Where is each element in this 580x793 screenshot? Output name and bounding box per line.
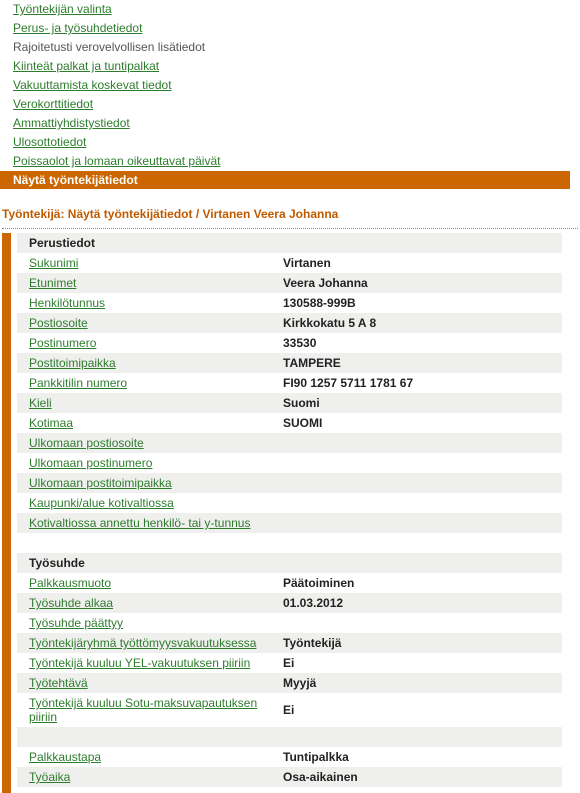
table-row [17,747,562,767]
nav-item-active-nayta-tyontekijatiedot[interactable]: Näytä työntekijätiedot [0,171,570,189]
table-row [17,613,562,633]
field-label-postinumero[interactable]: Postinumero [29,336,97,350]
nav-item-perus-ja-tyosuhdetiedot[interactable] [0,19,570,38]
field-label-postiosoite[interactable]: Postiosoite [29,316,88,330]
field-value: Osa-aikainen [283,770,358,784]
table-row [17,393,562,413]
table-row [17,253,562,273]
nav-item-ulosottotiedot[interactable] [0,133,570,152]
section-title: Perustiedot [29,236,96,250]
nav-item-vakuuttamista[interactable] [0,76,570,95]
accent-bar [2,233,11,793]
table-row [17,653,562,673]
employee-details-panel [0,233,570,793]
field-label-yel-vakuutus[interactable]: Työntekijä kuuluu YEL-vakuutuksen piiriin [29,656,251,670]
field-label-pankkitilin-numero[interactable]: Pankkitilin numero [29,376,128,390]
field-value: TAMPERE [283,356,341,370]
field-label-kotivaltion-tunnus[interactable]: Kotivaltiossa annettu henkilö- tai y-tunnus [29,516,251,530]
field-label-tyoaika[interactable]: Työaika [29,770,71,784]
field-label-palkkaustapa[interactable]: Palkkaustapa [29,750,102,764]
table-row [17,593,562,613]
table-row [17,473,562,493]
field-label-sotu-maksuvapautus[interactable]: Työntekijä kuuluu Sotu-maksuvapautuksen piiriin [29,696,258,724]
table-row [17,573,562,593]
field-label-etunimet[interactable]: Etunimet [29,276,77,290]
field-value: Tuntipalkka [283,750,349,764]
nav-link[interactable]: Verokorttitiedot [13,97,94,111]
field-label-ulkomaan-postitoimipaikka[interactable]: Ulkomaan postitoimipaikka [29,476,172,490]
field-value: Päätoiminen [283,576,355,590]
details-table [17,233,562,787]
nav-link[interactable]: Perus- ja työsuhdetiedot [13,21,143,35]
table-row [17,313,562,333]
table-row [17,413,562,433]
field-value: Myyjä [283,676,317,690]
field-label-sukunimi[interactable]: Sukunimi [29,256,79,270]
section-header-perustiedot [17,233,562,253]
nav-item-tyontekijan-valinta[interactable] [0,0,570,19]
field-label-kaupunki-alue[interactable]: Kaupunki/alue kotivaltiossa [29,496,174,510]
nav-item-verokorttitiedot[interactable] [0,95,570,114]
table-row [17,673,562,693]
section-spacer [17,727,562,747]
nav-link[interactable]: Vakuuttamista koskevat tiedot [13,78,172,92]
field-value: 33530 [283,336,317,350]
nav-link[interactable]: Kiinteät palkat ja tuntipalkat [13,59,160,73]
section-header-tyosuhde [17,553,562,573]
table-row [17,513,562,533]
nav-item-kiinteat-palkat[interactable] [0,57,570,76]
nav-link[interactable]: Poissaolot ja lomaan oikeuttavat päivät [13,154,221,168]
table-row [17,373,562,393]
field-value: Ei [283,703,295,717]
breadcrumb: Työntekijä: Näytä työntekijätiedot / Virtanen Veera Johanna [2,204,578,229]
nav-link[interactable]: Ulosottotiedot [13,135,87,149]
field-label-postitoimipaikka[interactable]: Postitoimipaikka [29,356,116,370]
table-row [17,333,562,353]
field-value: Kirkkokatu 5 A 8 [283,316,377,330]
table-row [17,293,562,313]
field-label-palkkausmuoto[interactable]: Palkkausmuoto [29,576,112,590]
table-row [17,273,562,293]
field-value: 130588-999B [283,296,356,310]
nav-item-ammattiyhdistystiedot[interactable] [0,114,570,133]
table-row [17,453,562,473]
sub-navigation [0,0,570,189]
field-value: Ei [283,656,295,670]
table-row [17,767,562,787]
field-value: Suomi [283,396,320,410]
section-title: Työsuhde [29,556,85,570]
field-value: FI90 1257 5711 1781 67 [283,376,414,390]
field-value: 01.03.2012 [283,596,344,610]
field-label-ulkomaan-postiosoite[interactable]: Ulkomaan postiosoite [29,436,144,450]
table-row [17,493,562,513]
nav-link[interactable]: Työntekijän valinta [13,2,112,16]
field-label-tyotehtava[interactable]: Työtehtävä [29,676,88,690]
field-label-tyosuhde-paattyy[interactable]: Työsuhde päättyy [29,616,124,630]
nav-link[interactable]: Ammattiyhdistystiedot [13,116,130,130]
field-label-kotimaa[interactable]: Kotimaa [29,416,74,430]
field-value: SUOMI [283,416,323,430]
field-label-henkilotunnus[interactable]: Henkilötunnus [29,296,106,310]
field-label-kieli[interactable]: Kieli [29,396,52,410]
table-row [17,693,562,727]
field-label-ulkomaan-postinumero[interactable]: Ulkomaan postinumero [29,456,153,470]
table-row [17,633,562,653]
table-row [17,433,562,453]
field-value: Veera Johanna [283,276,368,290]
nav-item-rajoitetusti-verovelvollisen [0,38,570,57]
field-value: Työntekijä [283,636,342,650]
section-spacer [17,533,562,553]
field-value: Virtanen [283,256,331,270]
field-label-tyontekijaryhma[interactable]: Työntekijäryhmä työttömyysvakuutuksessa [29,636,257,650]
nav-item-poissaolot[interactable] [0,152,570,171]
table-row [17,353,562,373]
nav-label-disabled: Rajoitetusti verovelvollisen lisätiedot [13,40,206,54]
field-label-tyosuhde-alkaa[interactable]: Työsuhde alkaa [29,596,114,610]
